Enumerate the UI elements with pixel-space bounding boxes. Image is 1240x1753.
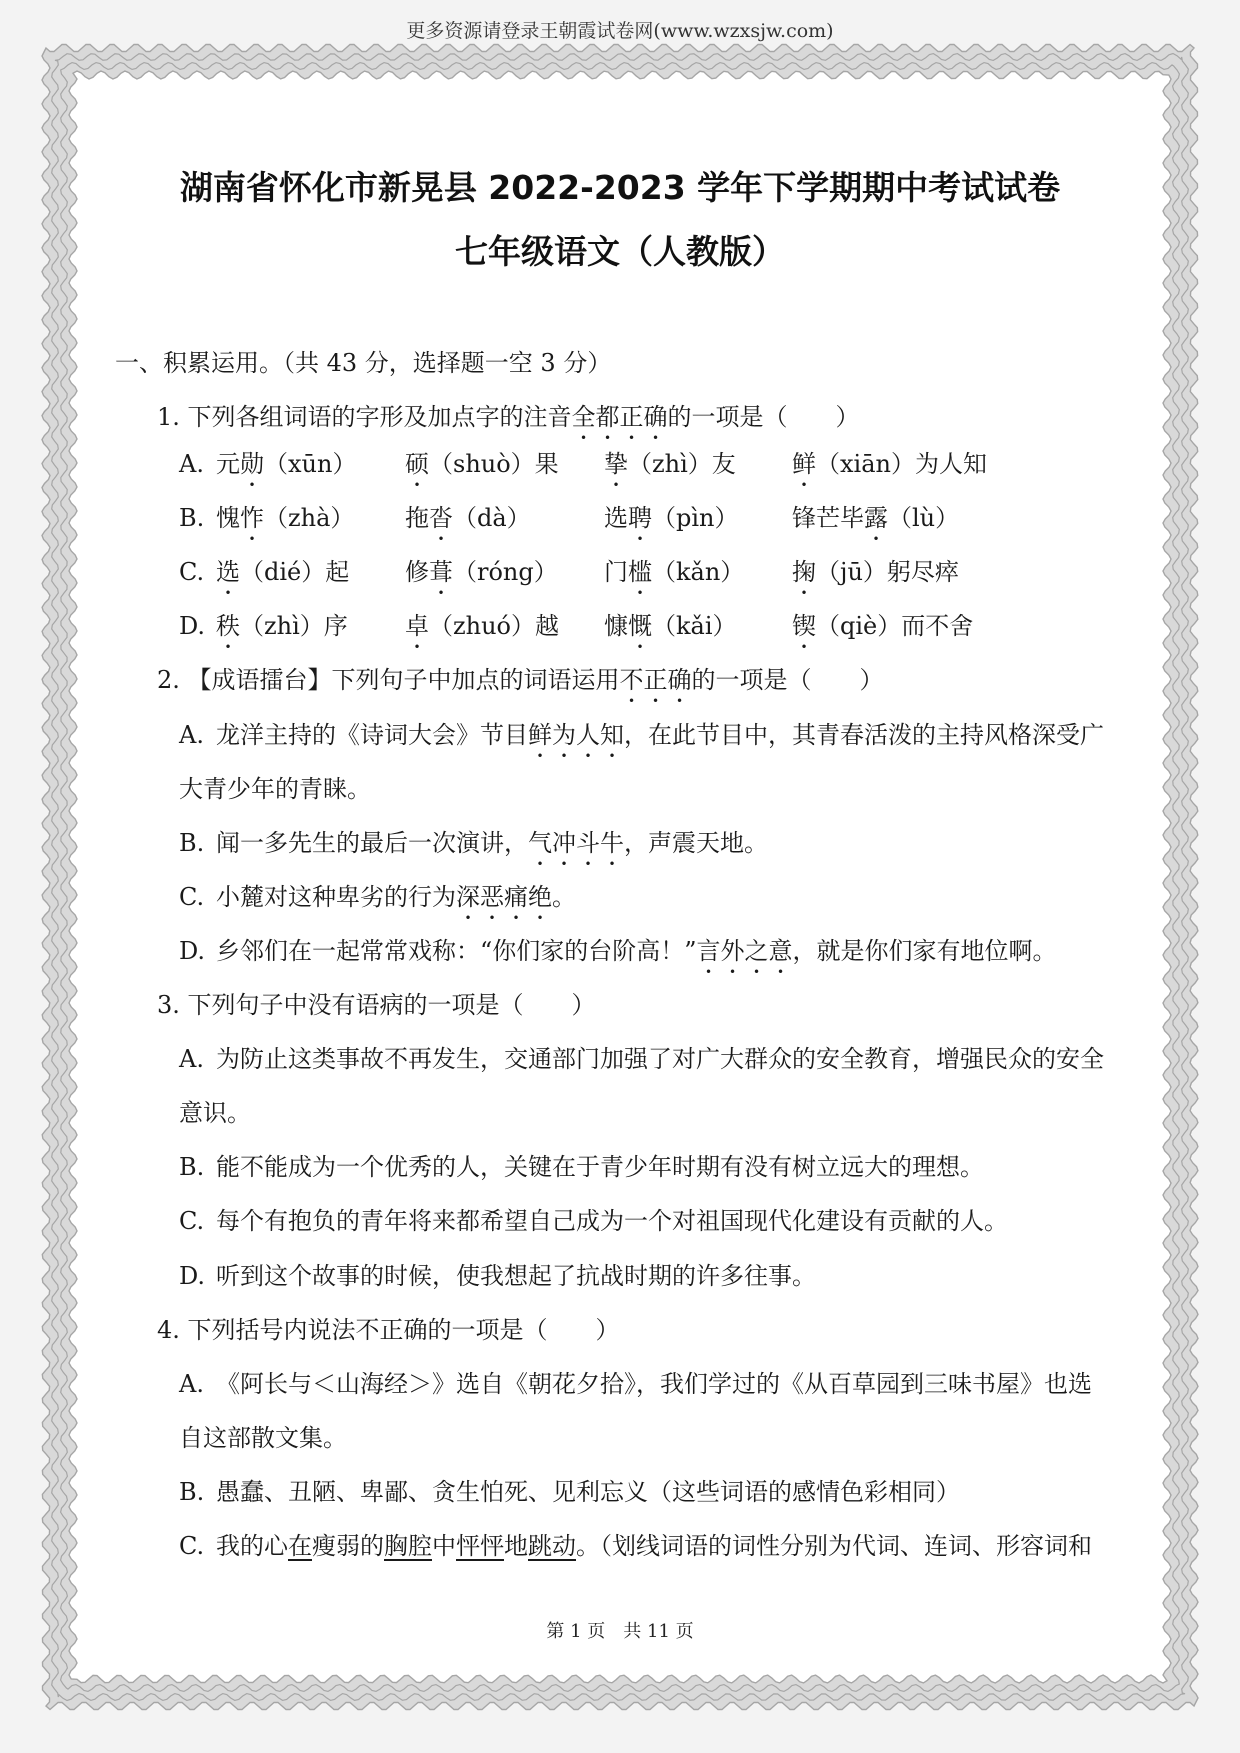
text-segment: （jū）躬尽瘁 — [816, 558, 959, 587]
text-segment: （pìn） — [652, 504, 739, 533]
text-segment: 愧 — [216, 504, 240, 533]
option-word-item — [405, 545, 558, 600]
page-number: 第 1 页 共 11 页 — [546, 1621, 694, 1642]
question-stem — [0, 390, 1240, 444]
text-segment: 为防止这类事故不再发生，交通部门加强了对广大群众的安全教育，增强民众的安全 — [216, 1045, 1104, 1074]
text-segment: （zhì）序 — [240, 612, 348, 641]
option-word-item — [405, 491, 531, 546]
option-text — [216, 1140, 984, 1194]
text-segment: 自这部散文集。 — [179, 1423, 347, 1452]
dotted-emphasis-text: 鲜为人知 — [528, 720, 624, 749]
text-segment: 中 — [432, 1532, 456, 1560]
text-segment: 。（划线词语的词性分别为代词、连词、形容词和 — [576, 1532, 1092, 1560]
option-row — [0, 545, 1240, 599]
text-segment: （shuò）果 — [429, 450, 559, 478]
dotted-emphasis-text: 勋 — [240, 450, 264, 478]
option-word-item — [216, 599, 348, 654]
option-text — [216, 1194, 1008, 1248]
text-segment: （zhuó）越 — [429, 612, 560, 641]
question-stem-text — [157, 978, 596, 1032]
dotted-emphasis-text: 秩 — [216, 612, 240, 641]
text-segment: 门 — [604, 558, 628, 587]
text-segment: 《阿长与＜山海经＞》选自《朝花夕拾》，我们学过的《从百草园到三味书屋》也选 — [216, 1369, 1092, 1398]
option-text — [216, 870, 576, 925]
question-stem — [0, 978, 1240, 1032]
option-row — [0, 1357, 1240, 1411]
dotted-emphasis-text: 言外之意 — [696, 936, 793, 965]
option-row — [0, 870, 1240, 924]
dotted-emphasis-text: 鲜 — [792, 450, 816, 478]
option-text — [179, 762, 371, 816]
option-row — [0, 1032, 1240, 1086]
option-row — [0, 437, 1240, 491]
option-text — [216, 1519, 1092, 1573]
underlined-text: 跳动 — [528, 1532, 576, 1560]
dotted-emphasis-text: 葺 — [429, 558, 453, 587]
text-segment: ，在此节目中，其青春活泼的主持风格深受广 — [624, 720, 1104, 749]
question-stem — [0, 653, 1240, 707]
option-label: A. — [179, 720, 204, 749]
dotted-emphasis-text: 不正确 — [619, 666, 692, 695]
text-segment: ，声震天地。 — [624, 828, 768, 857]
option-row — [0, 1140, 1240, 1194]
text-segment: 慷 — [604, 612, 628, 641]
option-text — [216, 1357, 1092, 1411]
option-word-item — [604, 599, 737, 654]
text-segment: （kǎi） — [652, 612, 737, 641]
option-row — [0, 599, 1240, 653]
option-row — [0, 1249, 1240, 1303]
option-label: A. — [179, 1369, 204, 1398]
option-label: D. — [179, 1261, 206, 1290]
underlined-text: 胸腔 — [384, 1532, 432, 1560]
option-word-item — [792, 545, 959, 600]
option-row — [0, 1465, 1240, 1519]
option-label: B. — [179, 828, 205, 857]
dotted-emphasis-text: 怍 — [240, 504, 264, 533]
option-label: B. — [179, 504, 205, 533]
text-segment: （lù） — [888, 504, 960, 533]
text-segment: （xiān）为人知 — [816, 450, 987, 478]
option-label: D. — [179, 936, 206, 965]
underlined-text: 在 — [288, 1532, 312, 1560]
question-stem-text — [157, 1303, 620, 1357]
option-label: B. — [179, 1153, 205, 1182]
text-segment: 意识。 — [179, 1099, 251, 1128]
text-segment: 3. 下列句子中没有语病的一项是（ ） — [157, 991, 596, 1019]
text-segment: 听到这个故事的时候，使我想起了抗战时期的许多往事。 — [216, 1261, 816, 1290]
dotted-emphasis-text: 露 — [864, 504, 888, 533]
option-text — [216, 1249, 816, 1303]
text-segment: 锋芒毕 — [792, 504, 864, 533]
option-row — [0, 1519, 1240, 1573]
text-segment: （kǎn） — [652, 558, 745, 587]
option-label: C. — [179, 1207, 205, 1236]
dotted-emphasis-text: 深恶痛绝 — [456, 882, 552, 911]
text-segment: 小麓对这种卑劣的行为 — [216, 882, 456, 911]
underlined-text: 怦怦 — [456, 1532, 504, 1560]
option-row — [0, 708, 1240, 762]
text-segment: （qiè）而不舍 — [816, 612, 974, 641]
option-word-item — [792, 437, 987, 492]
option-word-item — [604, 545, 744, 600]
exam-subtitle: 七年级语文（人教版） — [455, 232, 785, 271]
option-text — [179, 1411, 347, 1465]
text-segment: 1. 下列各组词语的字形及加点字的注音 — [157, 403, 572, 431]
question-stem — [0, 1303, 1240, 1357]
text-segment: 地 — [504, 1532, 528, 1560]
option-word-item — [405, 599, 559, 654]
text-segment: （dà） — [453, 504, 531, 533]
dotted-emphasis-text: 硕 — [405, 450, 429, 478]
dotted-emphasis-text: 掬 — [792, 558, 816, 587]
option-word-item — [604, 491, 739, 546]
text-segment: 修 — [405, 558, 429, 587]
option-word-item — [792, 599, 973, 654]
option-row — [0, 924, 1240, 978]
option-row — [0, 816, 1240, 870]
dotted-emphasis-text: 选 — [216, 558, 240, 587]
site-note-header: 更多资源请登录王朝霞试卷网(www.wzxsjw.com) — [406, 20, 834, 42]
option-text — [179, 1086, 251, 1140]
option-text — [216, 924, 1057, 979]
dotted-emphasis-text: 锲 — [792, 612, 816, 641]
text-segment: 闻一多先生的最后一次演讲， — [216, 828, 528, 857]
option-continuation-row — [0, 762, 1240, 816]
option-word-item — [405, 437, 559, 492]
section-heading: 一、积累运用。（共 43 分，选择题一空 3 分） — [115, 349, 612, 377]
option-word-item — [604, 437, 736, 492]
option-continuation-row — [0, 1411, 1240, 1465]
question-stem-text — [157, 653, 884, 708]
option-word-item — [216, 545, 349, 600]
option-label: A. — [179, 450, 204, 478]
text-segment: 我的心 — [216, 1532, 288, 1560]
option-label: B. — [179, 1477, 205, 1506]
option-word-item — [216, 437, 356, 492]
option-label: D. — [179, 612, 206, 641]
option-text — [216, 1032, 1104, 1086]
text-segment: 。 — [552, 882, 576, 911]
dotted-emphasis-text: 慨 — [628, 612, 652, 641]
text-segment: 的一项是（ ） — [667, 403, 860, 431]
option-row — [0, 1194, 1240, 1248]
text-segment: （zhì）友 — [628, 450, 736, 478]
text-segment: 2. 【成语擂台】下列句子中加点的词语运用 — [157, 666, 620, 695]
dotted-emphasis-text: 聘 — [628, 504, 652, 533]
option-text — [216, 1465, 960, 1519]
option-word-item — [792, 491, 959, 546]
dotted-emphasis-text: 沓 — [429, 504, 453, 533]
text-segment: 拖 — [405, 504, 429, 533]
text-segment: 每个有抱负的青年将来都希望自己成为一个对祖国现代化建设有贡献的人。 — [216, 1207, 1008, 1236]
option-word-item — [216, 491, 354, 546]
option-text — [216, 816, 768, 871]
text-segment: （xūn） — [264, 450, 357, 478]
option-row — [0, 491, 1240, 545]
exam-title: 湖南省怀化市新晃县 2022-2023 学年下学期期中考试试卷 — [179, 168, 1061, 207]
text-segment: 龙洋主持的《诗词大会》节目 — [216, 720, 528, 749]
option-label: C. — [179, 882, 205, 911]
text-segment: ，就是你们家有地位啊。 — [792, 936, 1057, 965]
dotted-emphasis-text: 全都正确 — [571, 403, 668, 431]
option-label: A. — [179, 1045, 204, 1074]
option-label: C. — [179, 1532, 205, 1560]
text-segment: 4. 下列括号内说法不正确的一项是（ ） — [157, 1315, 620, 1344]
text-segment: 的一项是（ ） — [691, 666, 884, 695]
text-segment: （dié）起 — [240, 558, 350, 587]
option-label: C. — [179, 558, 205, 587]
text-segment: 瘦弱的 — [312, 1532, 384, 1560]
dotted-emphasis-text: 挚 — [604, 450, 628, 478]
text-segment: 乡邻们在一起常常戏称：“你们家的台阶高！” — [216, 936, 697, 965]
dotted-emphasis-text: 卓 — [405, 612, 429, 641]
text-segment: （róng） — [453, 558, 558, 587]
text-segment: 元 — [216, 450, 240, 478]
dotted-emphasis-text: 槛 — [628, 558, 652, 587]
text-segment: 愚蠢、丑陋、卑鄙、贪生怕死、见利忘义（这些词语的感情色彩相同） — [216, 1477, 960, 1506]
text-segment: （zhà） — [264, 504, 355, 533]
text-segment: 选 — [604, 504, 628, 533]
option-text — [216, 708, 1104, 763]
text-segment: 能不能成为一个优秀的人，关键在于青少年时期有没有树立远大的理想。 — [216, 1153, 984, 1182]
dotted-emphasis-text: 气冲斗牛 — [528, 828, 624, 857]
option-continuation-row — [0, 1086, 1240, 1140]
text-segment: 大青少年的青睐。 — [179, 774, 371, 803]
